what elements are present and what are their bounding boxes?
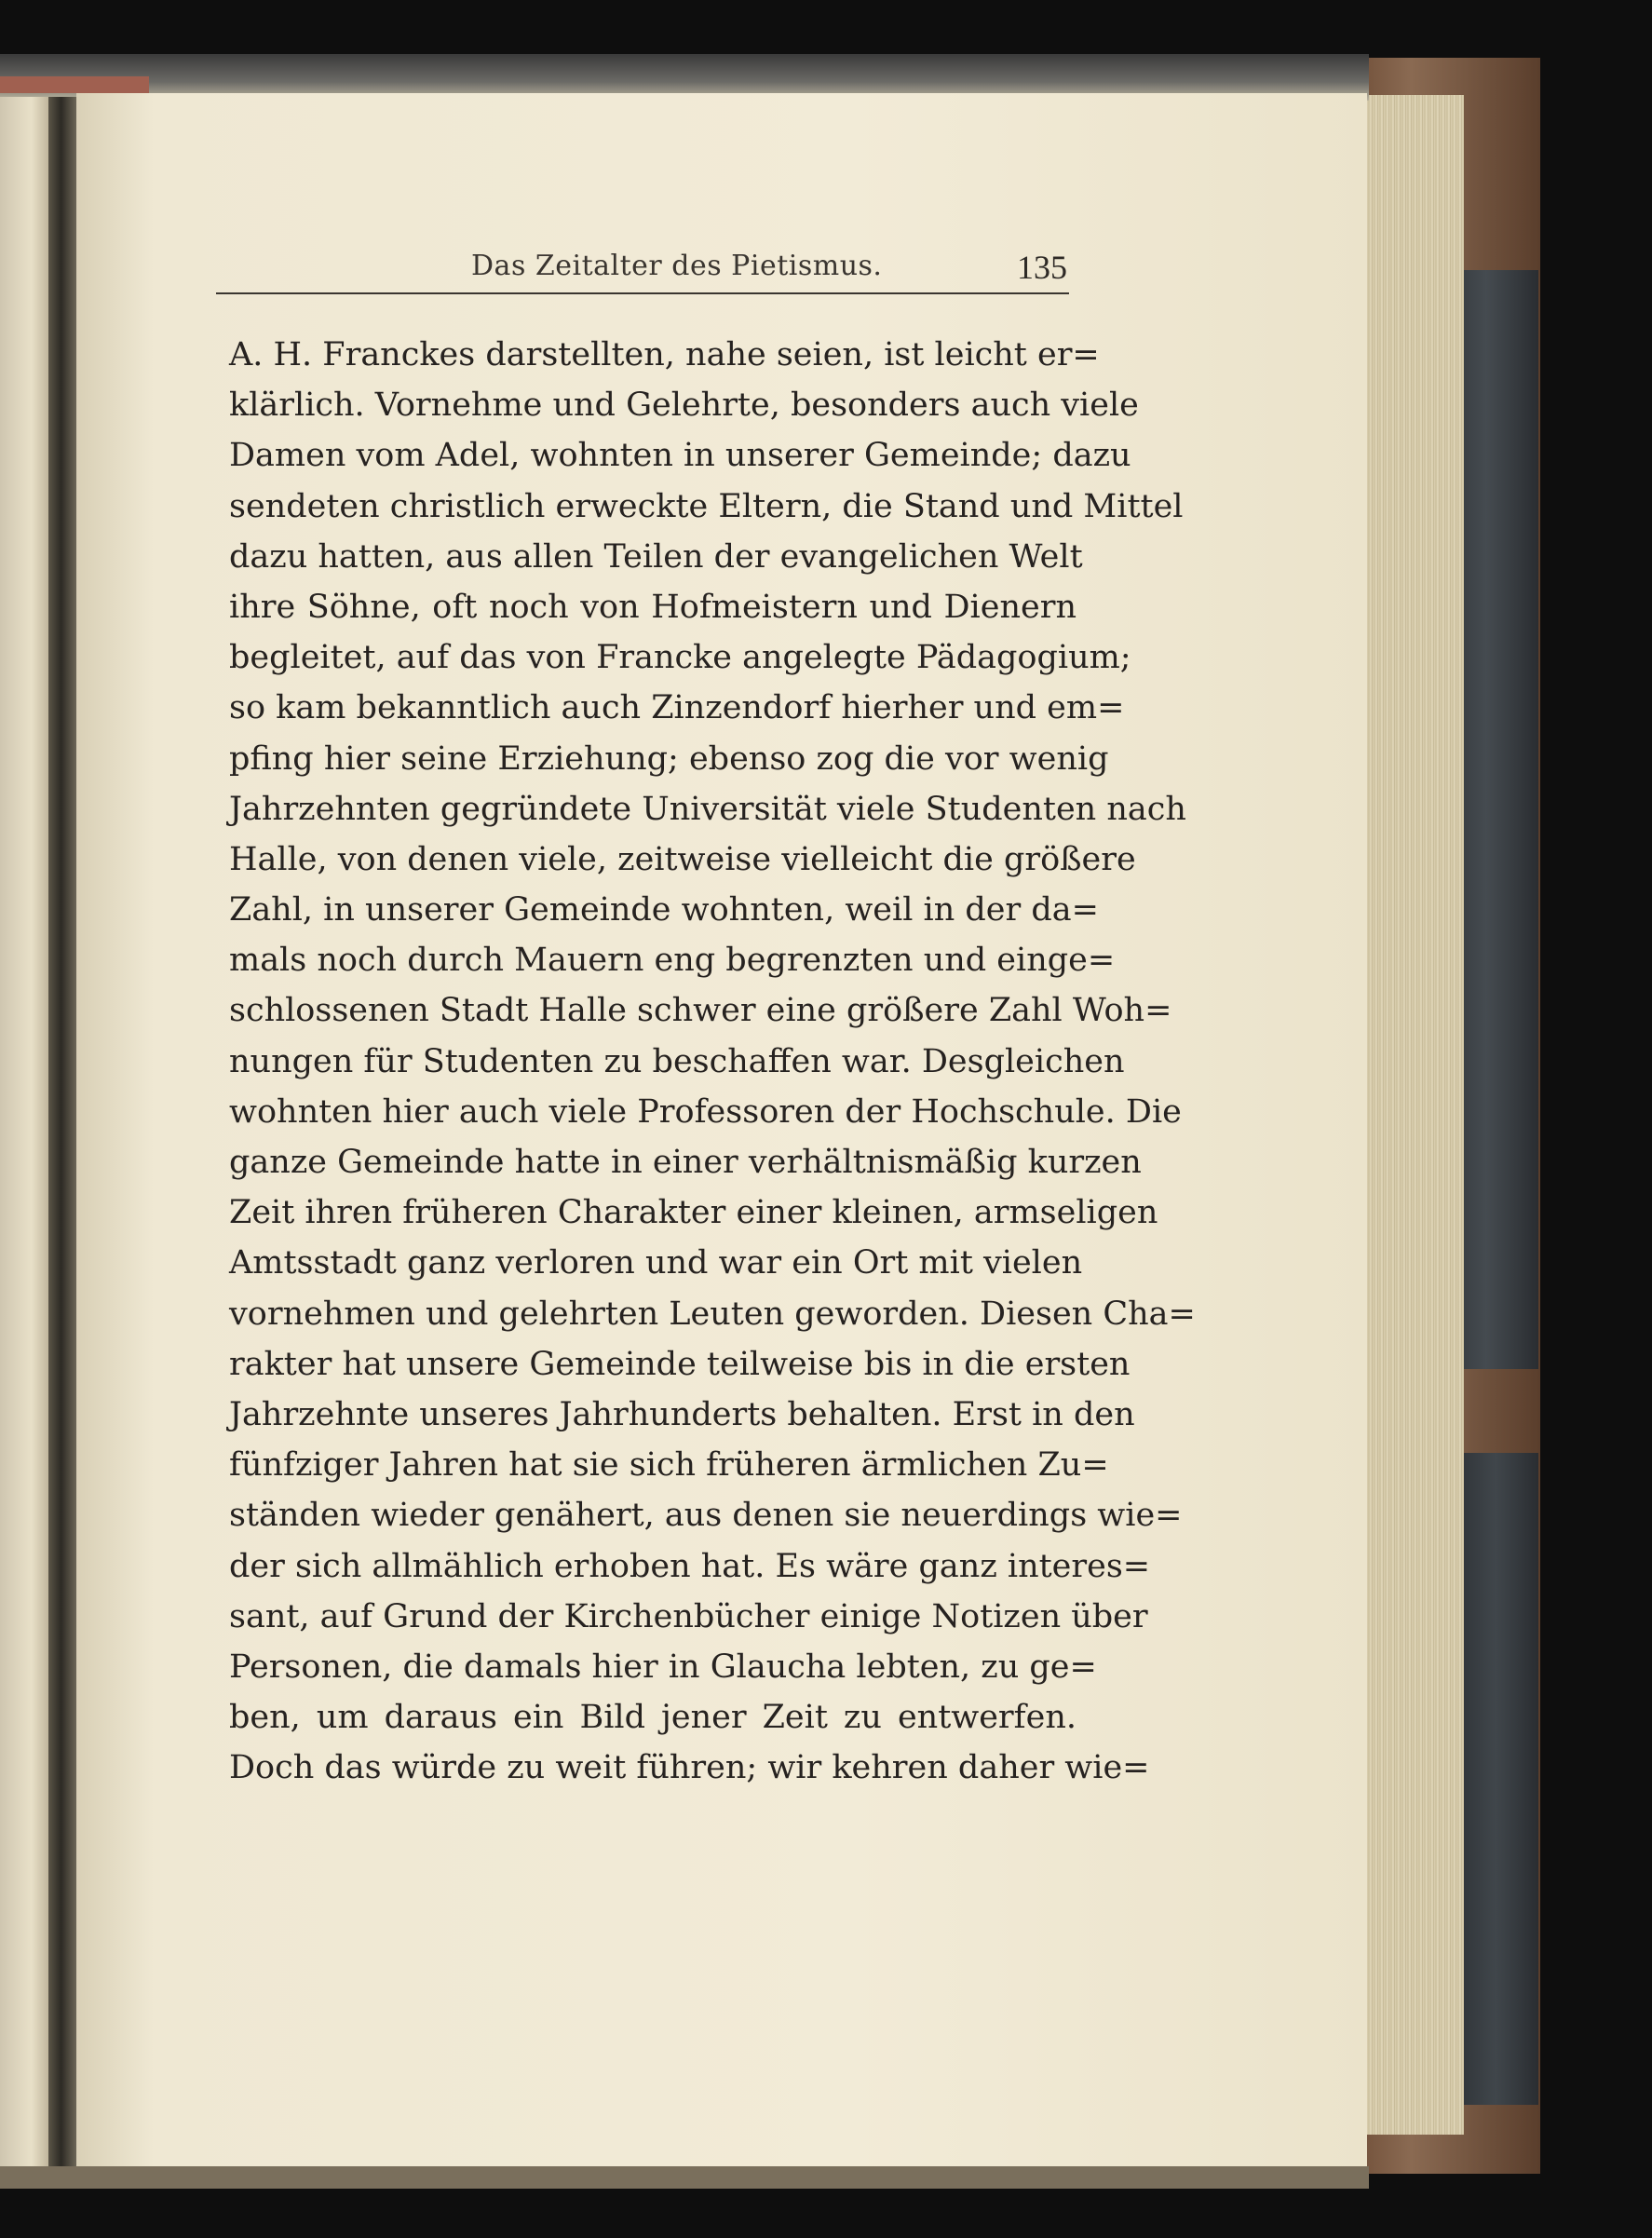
running-header-title: Das Zeitalter des Pietismus. [471,250,883,282]
text-line: ständen wieder genähert, aus denen sie neuerdings wie= [229,1497,1183,1535]
text-line: klärlich. Vornehme und Gelehrte, besonders auch viele [229,387,1139,425]
text-line: sant, auf Grund der Kirchenbücher einige Notizen über [229,1597,1148,1635]
text-line: der sich allmählich erhoben hat. Es wäre ganz interes= [229,1547,1151,1585]
text-line: begleitet, auf das von Francke angelegte Pädagogium; [229,639,1131,677]
text-line: Zahl, in unserer Gemeinde wohnten, weil in der da= [229,891,1099,929]
text-line: Jahrzehnte unseres Jahrhunderts behalten. Erst in den [229,1395,1135,1433]
text-line: Doch das würde zu weit führen; wir kehren daher wie= [229,1749,1150,1787]
text-line: Amtsstadt ganz verloren und war ein Ort mit vielen [229,1244,1083,1282]
text-line: vornehmen und gelehrten Leuten geworden. Diesen Cha= [229,1295,1196,1333]
spread-bottom-edge [0,2166,1369,2189]
text-line: rakter hat unsere Gemeinde teilweise bis in die ersten [229,1345,1131,1383]
text-line: schlossenen Stadt Halle schwer eine größere Zahl Woh= [229,992,1172,1030]
text-line: ben, um daraus ein Bild jener Zeit zu entwerfen. [229,1699,1077,1737]
text-line: Zeit ihren früheren Charakter einer kleinen, armseligen [229,1194,1158,1232]
gutter [48,97,80,2166]
text-line: A. H. Franckes darstellten, nahe seien, ist leicht er= [229,336,1100,373]
left-page-edge [0,97,52,2166]
cover-cloth-panel-lower [1453,1453,1538,2105]
body-text [229,330,1196,1793]
text-line: Personen, die damals hier in Glaucha lebten, zu ge= [229,1648,1097,1686]
text-line: pfing hier seine Erziehung; ebenso zog die vor wenig [229,739,1109,778]
text-line: sendeten christlich erweckte Eltern, die Stand und Mittel [229,487,1184,525]
text-line: Halle, von denen viele, zeitweise vielleicht die größere [229,840,1136,878]
text-line: nungen für Studenten zu beschaffen war. Desgleichen [229,1042,1125,1080]
text-line: Jahrzehnten gegründete Universität viele Studenten nach [229,790,1186,828]
text-line: mals noch durch Mauern eng begrenzten und einge= [229,942,1116,980]
text-line: Damen vom Adel, wohnten in unserer Gemeinde; dazu [229,437,1131,475]
text-line: ganze Gemeinde hatte in einer verhältnismäßig kurzen [229,1144,1142,1181]
text-line: fünfziger Jahren hat sie sich früheren ärmlichen Zu= [229,1446,1109,1485]
headband [0,76,149,93]
page-number: 135 [1017,249,1067,286]
text-line: dazu hatten, aus allen Teilen der evangelichen Welt [229,537,1083,576]
text-line: ihre Söhne, oft noch von Hofmeistern und Dienern [229,588,1077,626]
page-edges [1361,95,1464,2135]
header-rule [216,292,1069,294]
text-line: so kam bekanntlich auch Zinzendorf hierher und em= [229,689,1125,727]
text-line: wohnten hier auch viele Professoren der Hochschule. Die [229,1092,1182,1131]
